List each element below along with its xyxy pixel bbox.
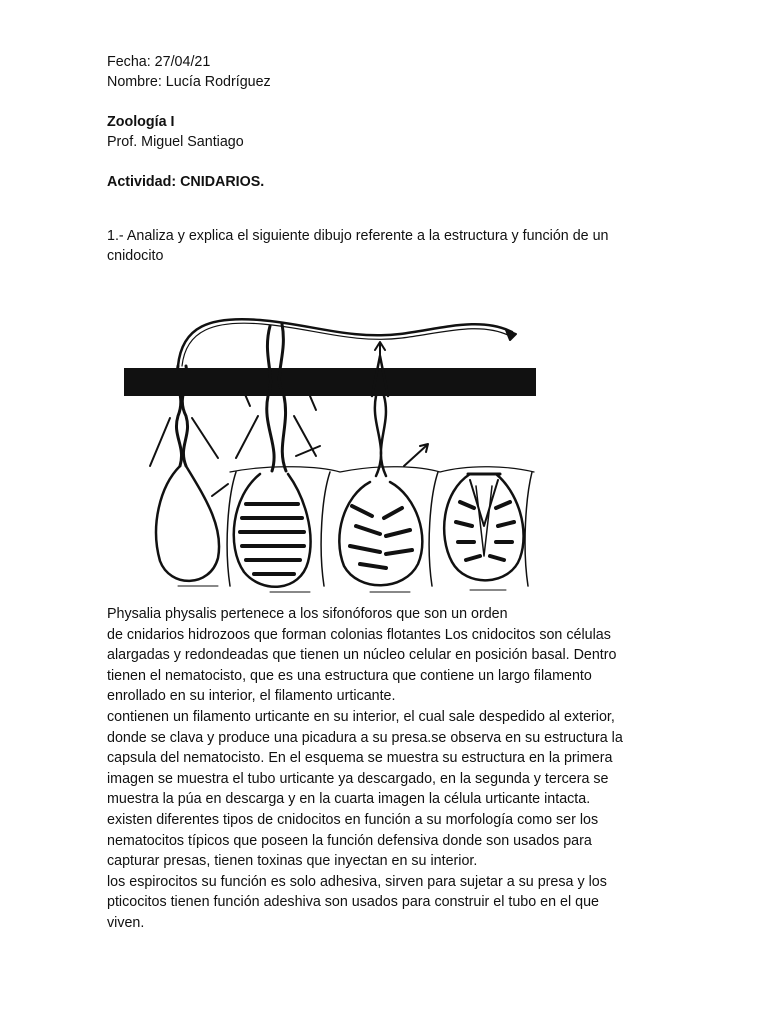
name-line: Nombre: Lucía Rodríguez — [107, 74, 271, 90]
document-header — [107, 52, 707, 266]
text-line: tienen el nematocisto, que es una estructura que contiene un largo filamento — [107, 667, 592, 684]
text-line: muestra la púa en descarga y en la cuarta imagen la célula urticante intacta. — [107, 791, 591, 808]
text-line: capsula del nematocisto. En el esquema se muestra su estructura en la primera — [107, 750, 613, 767]
professor-line: Prof. Miguel Santiago — [107, 134, 244, 150]
text-line: donde se clava y produce una picadura a su presa.se observa en su estructura la — [107, 729, 623, 746]
text-line: pticocitos tienen función adeshiva son usados para construir el tubo en el que — [107, 894, 599, 911]
text-line: enrollado en su interior, el filamento urticante. — [107, 688, 396, 705]
text-line: existen diferentes tipos de cnidocitos en función a su morfología como ser los — [107, 811, 599, 828]
text-line: nematocitos típicos que poseen la función defensiva donde son usados para — [107, 832, 592, 849]
text-line: capturar presas, tienen toxinas que inyectan en su interior. — [107, 853, 478, 870]
text-line: Physalia physalis pertenece a los sifonóforos que son un orden — [107, 606, 508, 622]
text-line: alargadas y redondeadas que tienen un núcleo celular en posición basal. Dentro — [107, 647, 617, 664]
activity-title: Actividad: CNIDARIOS. — [107, 174, 265, 190]
explanation-text — [107, 604, 647, 934]
text-line: imagen se muestra el tubo urticante ya descargado, en la segunda y tercera se — [107, 770, 609, 787]
question-text: 1.- Analiza y explica el siguiente dibujo referente a la estructura y función de un cnidocito — [107, 228, 609, 264]
text-line: contienen un filamento urticante en su interior, el cual sale despedido al exterior, — [107, 708, 615, 725]
text-line: los espirocitos su función es solo adhesiva, sirven para sujetar a su presa y los — [107, 873, 607, 890]
text-line: viven. — [107, 914, 145, 931]
cnidocyte-drawing-icon — [120, 296, 540, 598]
course-title: Zoología I — [107, 114, 175, 130]
text-line: de cnidarios hidrozoos que forman colonias flotantes Los cnidocitos son células — [107, 626, 611, 643]
date-line: Fecha: 27/04/21 — [107, 54, 211, 70]
